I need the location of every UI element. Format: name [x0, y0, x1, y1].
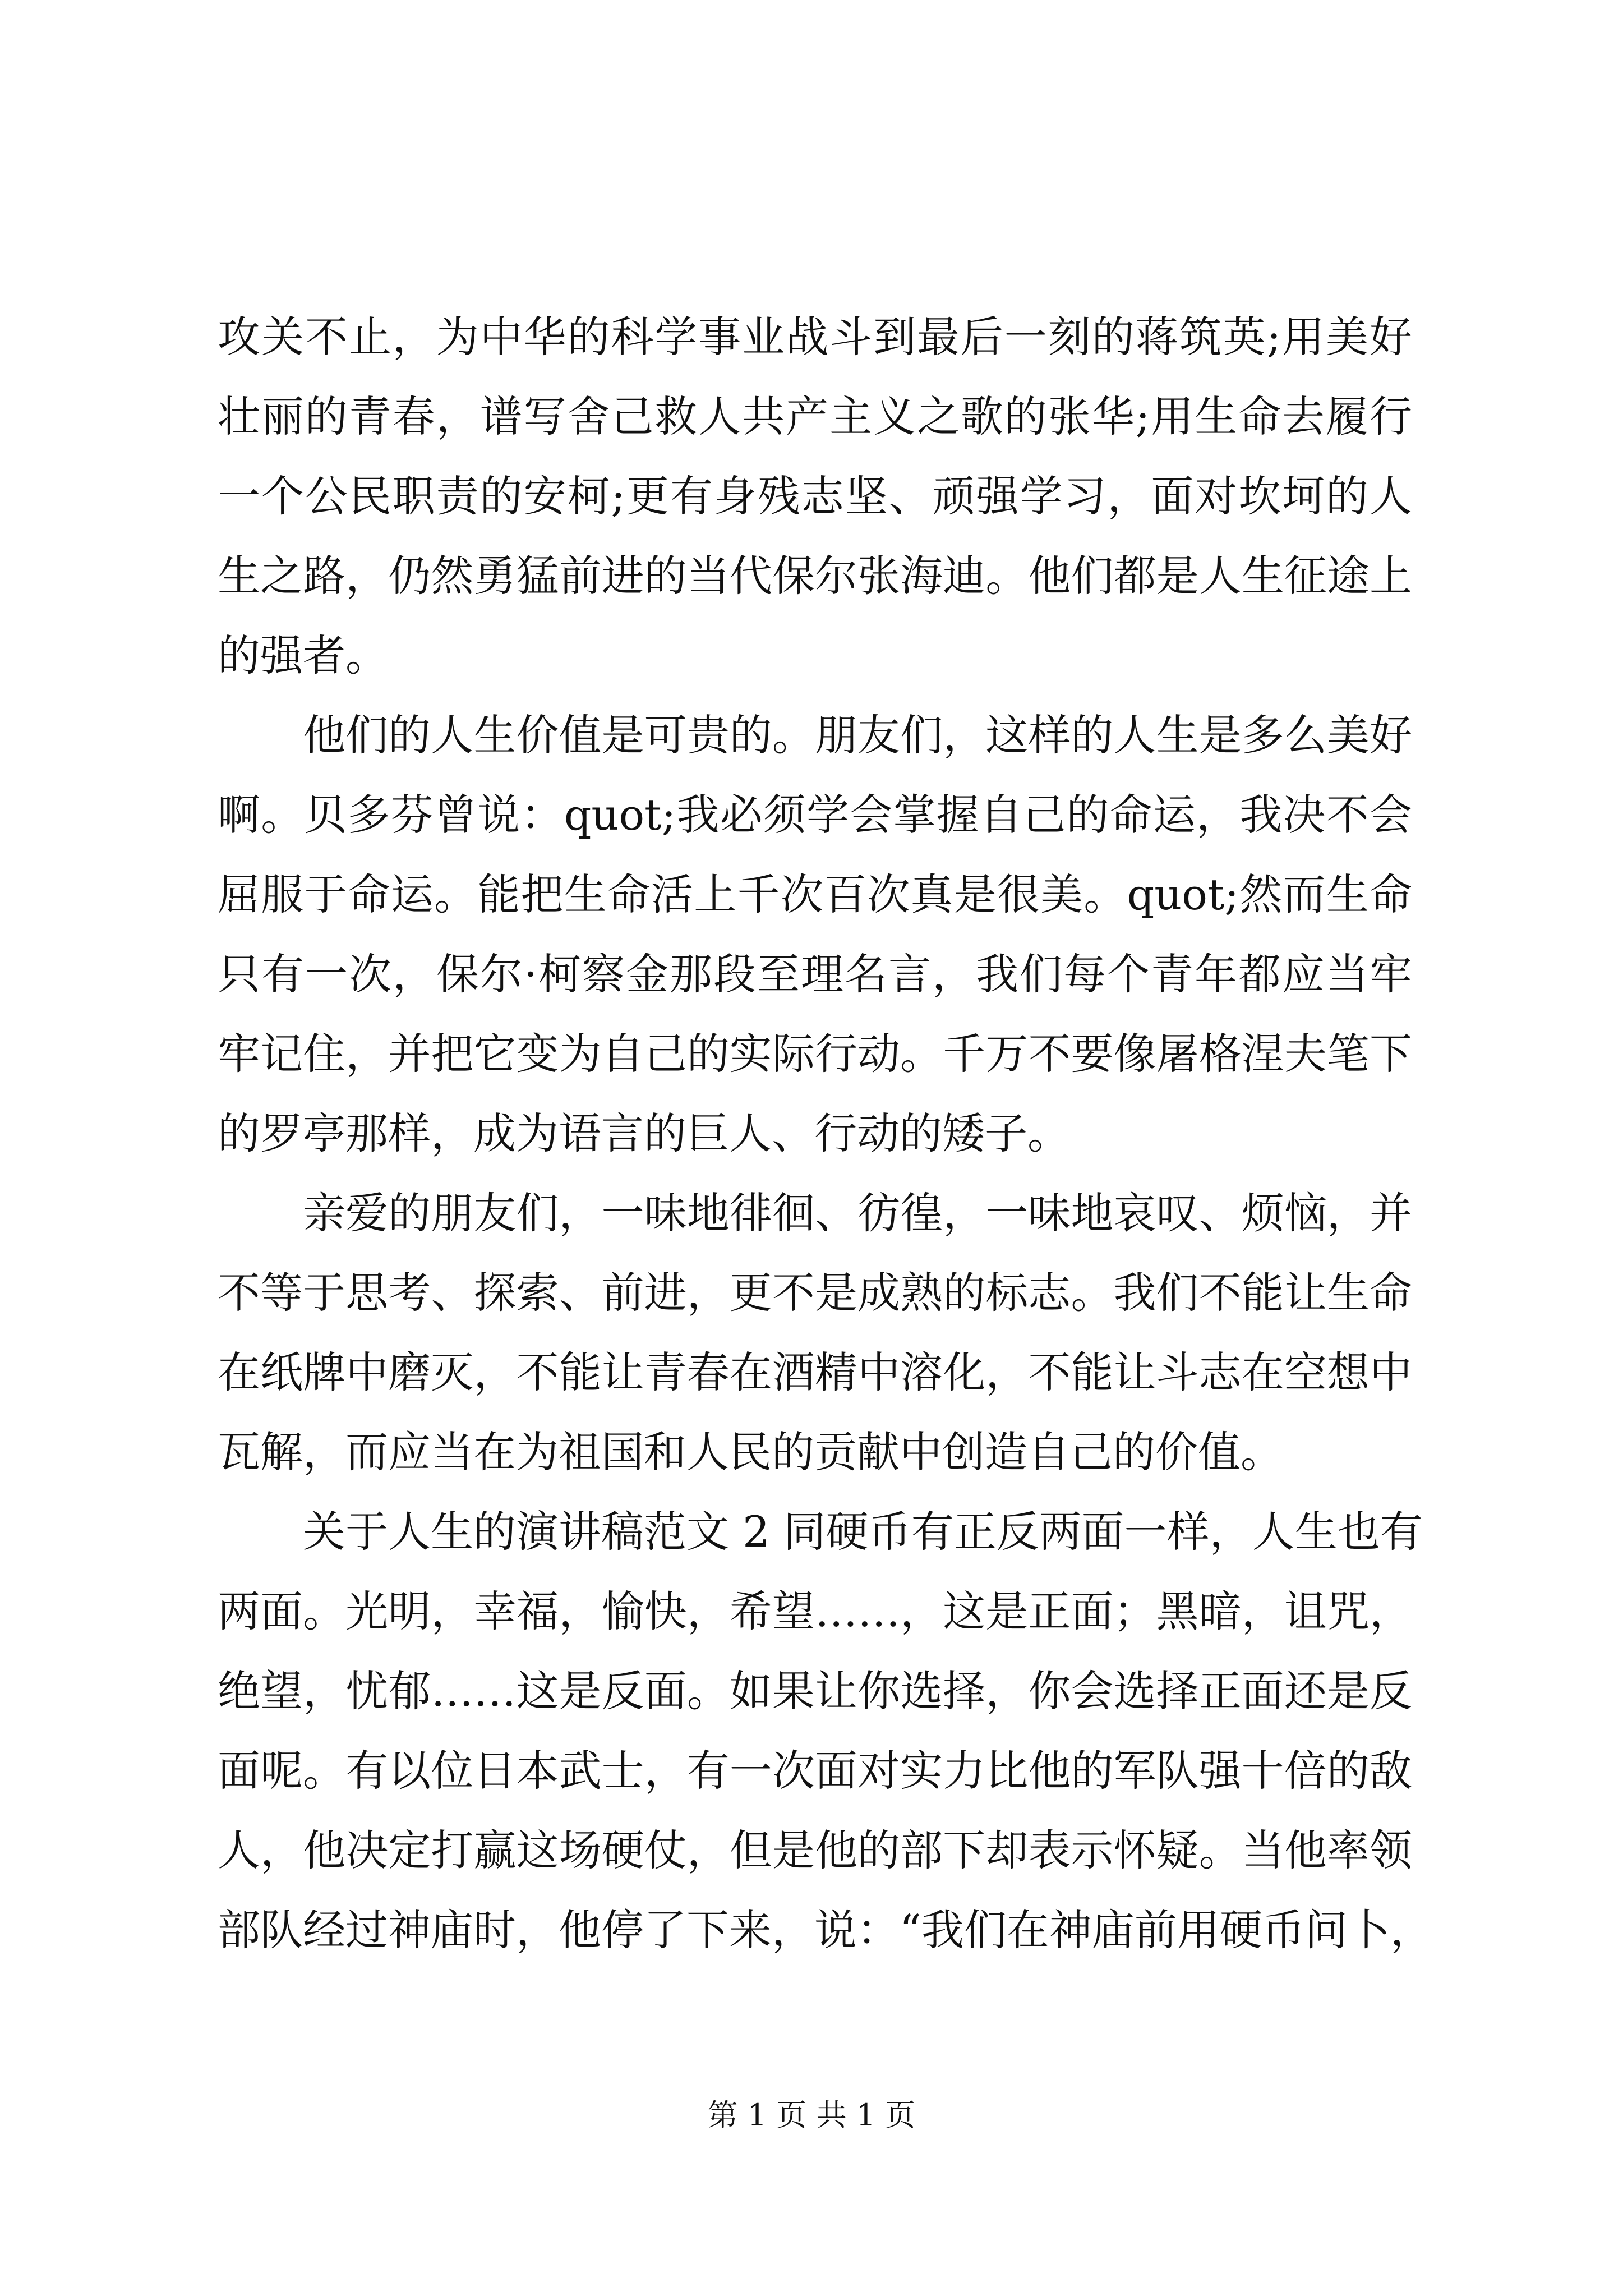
paragraph-4-line-5: 人，他决定打赢这场硬仗，但是他的部下却表示怀疑。当他率领 [218, 1825, 1412, 1875]
paragraph-1-line-5: 的强者。 [218, 631, 388, 680]
paragraph-4-line-3: 绝望，忧郁……这是反面。如果让你选择，你会选择正面还是反 [218, 1666, 1412, 1716]
paragraph-2-line-1: 他们的人生价值是可贵的。朋友们，这样的人生是多么美好 [303, 710, 1412, 760]
paragraph-3-line-1: 亲爱的朋友们，一味地徘徊、彷徨，一味地哀叹、烦恼，并 [303, 1188, 1412, 1238]
paragraph-2-line-4: 只有一次，保尔·柯察金那段至理名言，我们每个青年都应当牢 [218, 949, 1412, 999]
paragraph-1-line-3: 一个公民职责的安柯;更有身残志坚、顽强学习，面对坎坷的人 [218, 471, 1412, 521]
page-number-footer: 第 1 页 共 1 页 [707, 2097, 916, 2133]
paragraph-1-line-4: 生之路，仍然勇猛前进的当代保尔张海迪。他们都是人生征途上 [218, 551, 1412, 601]
paragraph-2-line-2: 啊。贝多芬曾说：quot;我必须学会掌握自己的命运，我决不会 [218, 790, 1412, 840]
paragraph-1-line-1: 攻关不止，为中华的科学事业战斗到最后一刻的蒋筑英;用美好 [218, 312, 1412, 362]
paragraph-4-line-1: 关于人生的演讲稿范文 2 同硬币有正反两面一样，人生也有 [303, 1507, 1423, 1557]
paragraph-3-line-4: 瓦解，而应当在为祖国和人民的贡献中创造自己的价值。 [218, 1427, 1283, 1477]
paragraph-2-line-5: 牢记住，并把它变为自己的实际行动。千万不要像屠格涅夫笔下 [218, 1029, 1412, 1079]
paragraph-4-line-4: 面呢。有以位日本武士，有一次面对实力比他的军队强十倍的敌 [218, 1746, 1412, 1796]
paragraph-3-line-3: 在纸牌中磨灭，不能让青春在酒精中溶化，不能让斗志在空想中 [218, 1347, 1412, 1397]
paragraph-2-line-6: 的罗亭那样，成为语言的巨人、行动的矮子。 [218, 1108, 1070, 1158]
paragraph-4-line-2: 两面。光明，幸福，愉快，希望……，这是正面；黑暗，诅咒， [218, 1586, 1412, 1636]
paragraph-3-line-2: 不等于思考、探索、前进，更不是成熟的标志。我们不能让生命 [218, 1268, 1412, 1318]
paragraph-4-line-6: 部队经过神庙时，他停了下来，说：“我们在神庙前用硬币问卜， [218, 1905, 1433, 1955]
document-body [218, 297, 1433, 1970]
paragraph-2-line-3: 屈服于命运。能把生命活上千次百次真是很美。quot;然而生命 [218, 869, 1412, 919]
paragraph-1-line-2: 壮丽的青春，谱写舍己救人共产主义之歌的张华;用生命去履行 [218, 392, 1412, 441]
